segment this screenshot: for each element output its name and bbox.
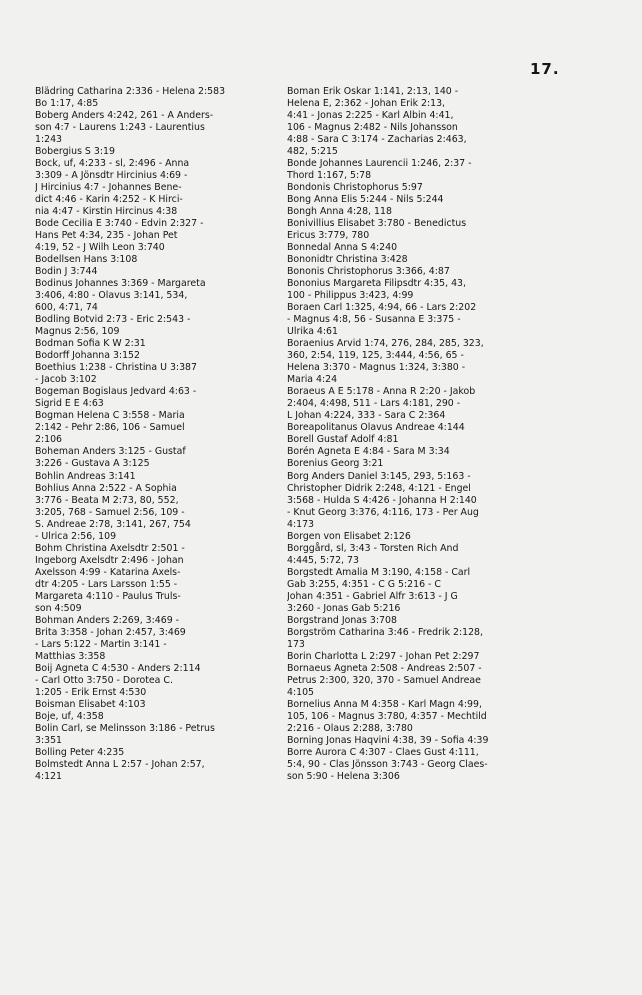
index-line: Borell Gustaf Adolf 4:81 [287,434,399,446]
index-line: Borgstedt Amalia M 3:190, 4:158 - Carl [287,566,471,578]
index-line: Boheman Anders 3:125 - Gustaf [35,446,186,458]
index-line: 600, 4:71, 74 [35,302,98,314]
index-line: Bondonis Christophorus 5:97 [287,182,423,194]
index-line: Borenius Georg 3:21 [287,458,384,470]
index-line: Ericus 3:779, 780 [287,230,370,242]
index-line: Bonivillius Elisabet 3:780 - Benedictus [287,218,467,230]
index-line: Bogeman Bogislaus Jedvard 4:63 - [35,386,197,398]
index-line: 3:260 - Jonas Gab 5:216 [287,602,401,614]
index-line: 4:88 - Sara C 3:174 - Zacharias 2:463, [287,134,467,146]
index-line [287,783,577,795]
index-line: Borin Charlotta L 2:297 - Johan Pet 2:297 [287,650,480,662]
index-line: Thord 1:167, 5:78 [287,170,372,182]
index-line: 2:216 - Olaus 2:288, 3:780 [287,722,413,734]
index-line: Borgen von Elisabet 2:126 [287,530,411,542]
index-line: Christopher Didrik 2:248, 4:121 - Engel [287,482,471,494]
index-line: 360, 2:54, 119, 125, 3:444, 4:56, 65 - [287,350,464,362]
index-line: Bonde Johannes Laurencii 1:246, 2:37 - [287,158,472,170]
index-line: 4:19, 52 - J Wilh Leon 3:740 [35,242,165,254]
index-line: 3:309 - A Jönsdtr Hircinius 4:69 - [35,170,188,182]
index-line: Johan 4:351 - Gabriel Alfr 3:613 - J G [287,590,458,602]
index-column-right [287,86,577,795]
index-line: 106 - Magnus 2:482 - Nils Johansson [287,122,458,134]
index-line: Bodin J 3:744 [35,266,98,278]
index-line: 5:4, 90 - Clas Jönsson 3:743 - Georg Claes- [287,758,488,770]
index-line: Sigrid E E 4:63 [35,398,104,410]
index-line: 3:226 - Gustava A 3:125 [35,458,150,470]
index-line: Axelsson 4:99 - Katarina Axels- [35,566,181,578]
index-line: Bohman Anders 2:269, 3:469 - [35,614,180,626]
index-line: S. Andreae 2:78, 3:141, 267, 754 [35,518,191,530]
index-line: Ulrika 4:61 [287,326,338,338]
index-line: Bodorff Johanna 3:152 [35,350,140,362]
index-line: 100 - Philippus 3:423, 4:99 [287,290,414,302]
index-line: Bo 1:17, 4:85 [35,98,99,110]
index-line: Bohlin Andreas 3:141 [35,470,136,482]
index-line: Petrus 2:300, 320, 370 - Samuel Andreae [287,674,481,686]
index-line: Boethius 1:238 - Christina U 3:387 [35,362,197,374]
index-line: Boraenius Arvid 1:74, 276, 284, 285, 323, [287,338,484,350]
index-line: Blädring Catharina 2:336 - Helena 2:583 [35,86,226,97]
index-line: Bode Cecilia E 3:740 - Edvin 2:327 - [35,218,204,230]
index-line: 482, 5:215 [287,146,338,158]
index-line: Bong Anna Elis 5:244 - Nils 5:244 [287,194,444,206]
index-line: 1:243 [35,134,63,146]
index-line: 4:173 [287,518,315,530]
index-line: Bogman Helena C 3:558 - Maria [35,410,185,422]
index-line: 2:404, 4:498, 511 - Lars 4:181, 290 - [287,398,461,410]
index-line: 2:142 - Pehr 2:86, 106 - Samuel [35,422,185,434]
index-line: Borgstrand Jonas 3:708 [287,614,397,626]
index-line: Bodinus Johannes 3:369 - Margareta [35,278,206,290]
index-line: 3:568 - Hulda S 4:426 - Johanna H 2:140 [287,494,477,506]
index-line: Boraen Carl 1:325, 4:94, 66 - Lars 2:202 [287,302,477,314]
index-line: 2:106 [35,434,63,446]
index-line: Bolling Peter 4:235 [35,746,125,758]
index-line: Maria 4:24 [287,374,338,386]
index-line: Borg Anders Daniel 3:145, 293, 5:163 - [287,470,471,482]
index-line: Bodellsen Hans 3:108 [35,254,138,266]
index-line: Helena 3:370 - Magnus 1:324, 3:380 - [287,362,466,374]
index-line: 3:776 - Beata M 2:73, 80, 552, [35,494,179,506]
index-line: Bohm Christina Axelsdtr 2:501 - [35,542,185,554]
index-line: Magnus 2:56, 109 [35,326,120,338]
index-line: 105, 106 - Magnus 3:780, 4:357 - Mechtild [287,710,487,722]
index-line: - Ulrica 2:56, 109 [35,530,117,542]
index-line: Boraeus A E 5:178 - Anna R 2:20 - Jakob [287,386,476,398]
index-line: 173 [287,638,305,650]
index-line: Boreapolitanus Olavus Andreae 4:144 [287,422,465,434]
index-line: Margareta 4:110 - Paulus Truls- [35,590,181,602]
index-line: J Hircinius 4:7 - Johannes Bene- [35,182,182,194]
index-line: Boje, uf, 4:358 [35,710,104,722]
index-line: Bodman Sofia K W 2:31 [35,338,146,350]
index-line: Bobergius S 3:19 [35,146,115,158]
index-line: Gab 3:255, 4:351 - C G 5:216 - C [287,578,441,590]
index-line: - Knut Georg 3:376, 4:116, 173 - Per Aug [287,506,479,518]
index-line: - Lars 5:122 - Martin 3:141 - [35,638,167,650]
index-column-left [35,86,275,783]
index-line: 4:121 [35,770,63,782]
index-line: Boij Agneta C 4:530 - Anders 2:114 [35,662,201,674]
index-line: nia 4:47 - Kirstin Hircinus 4:38 [35,206,178,218]
index-line: 3:351 [35,734,63,746]
index-line: Matthias 3:358 [35,650,106,662]
index-line: son 4:7 - Laurens 1:243 - Laurentius [35,122,205,134]
index-line: Bodling Botvid 2:73 - Eric 2:543 - [35,314,191,326]
index-line: Borning Jonas Haqvini 4:38, 39 - Sofia 4:39 [287,734,489,746]
index-line: dtr 4:205 - Lars Larsson 1:55 - [35,578,178,590]
index-line: Bornaeus Agneta 2:508 - Andreas 2:507 - [287,662,482,674]
index-line: Bononis Christophorus 3:366, 4:87 [287,266,450,278]
index-line: Bohlius Anna 2:522 - A Sophia [35,482,177,494]
index-line: Bolmstedt Anna L 2:57 - Johan 2:57, [35,758,205,770]
index-line: - Magnus 4:8, 56 - Susanna E 3:375 - [287,314,461,326]
index-line: Helena E, 2:362 - Johan Erik 2:13, [287,98,446,110]
index-line: 4:445, 5:72, 73 [287,554,359,566]
index-line: Boberg Anders 4:242, 261 - A Anders- [35,110,214,122]
index-line: Hans Pet 4:34, 235 - Johan Pet [35,230,178,242]
index-line: Bongh Anna 4:28, 118 [287,206,392,218]
index-line: Boman Erik Oskar 1:141, 2:13, 140 - [287,86,459,97]
index-line: Bock, uf, 4:233 - sl, 2:496 - Anna [35,158,190,170]
index-line: Brita 3:358 - Johan 2:457, 3:469 [35,626,186,638]
index-line: 1:205 - Erik Ernst 4:530 [35,686,147,698]
index-line: Boisman Elisabet 4:103 [35,698,146,710]
index-line: - Carl Otto 3:750 - Dorotea C. [35,674,173,686]
index-line: Bononidtr Christina 3:428 [287,254,408,266]
index-line: dict 4:46 - Karin 4:252 - K Hirci- [35,194,183,206]
index-line: Borggård, sl, 3:43 - Torsten Rich And [287,542,459,554]
index-line: 3:406, 4:80 - Olavus 3:141, 534, [35,290,188,302]
index-line: son 5:90 - Helena 3:306 [287,770,400,782]
index-line: Bolin Carl, se Melinsson 3:186 - Petrus [35,722,215,734]
index-line: - Jacob 3:102 [35,374,97,386]
index-line: Bonnedal Anna S 4:240 [287,242,398,254]
index-line: 4:105 [287,686,315,698]
index-line: son 4:509 [35,602,82,614]
index-line: 3:205, 768 - Samuel 2:56, 109 - [35,506,185,518]
index-line: L Johan 4:224, 333 - Sara C 2:364 [287,410,446,422]
index-line: 4:41 - Jonas 2:225 - Karl Albin 4:41, [287,110,454,122]
page-number: 17. [530,60,560,78]
index-line: Borre Aurora C 4:307 - Claes Gust 4:111, [287,746,479,758]
index-line: Bononius Margareta Filipsdtr 4:35, 43, [287,278,466,290]
index-line: Borgström Catharina 3:46 - Fredrik 2:128, [287,626,483,638]
index-line: Bornelius Anna M 4:358 - Karl Magn 4:99, [287,698,482,710]
index-line: Borén Agneta E 4:84 - Sara M 3:34 [287,446,450,458]
index-line: Ingeborg Axelsdtr 2:496 - Johan [35,554,184,566]
